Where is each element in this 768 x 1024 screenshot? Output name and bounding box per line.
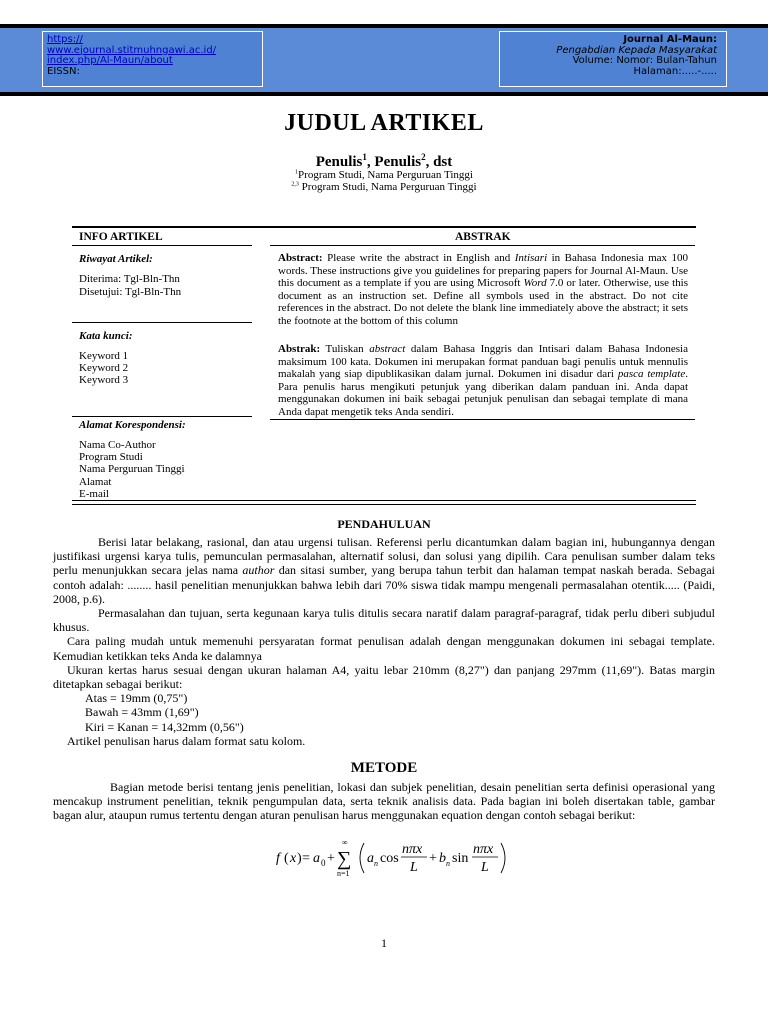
- author-2-sup: 2: [421, 152, 426, 162]
- abstract-en-text-a: Please write the abstract in English and: [322, 252, 515, 264]
- affiliation-1-text: Program Studi, Nama Perguruan Tinggi: [298, 169, 473, 181]
- formula-den-1: L: [410, 860, 418, 875]
- abstract-id-italic-1: abstract: [369, 343, 406, 355]
- affiliation-1: [0, 169, 768, 181]
- info-heading: INFO ARTIKEL: [79, 231, 163, 243]
- keywords-rule: [72, 416, 252, 417]
- formula-plus-2: +: [429, 851, 437, 866]
- journal-pages: Halaman:.....-.....: [633, 65, 717, 77]
- author-tail: , dst: [425, 154, 453, 170]
- formula-a0-sub: 0: [321, 858, 326, 868]
- formula-sin: sin: [452, 851, 469, 866]
- pendahuluan-paragraph-4: Ukuran kertas harus sesuai dengan ukuran halaman A4, yaitu lebar 210mm (8,27") dan panjang 297mm (11,69"). Batas margin ditetapkan sebagai berikut:: [53, 662, 715, 692]
- metode-paragraph-1: Bagian metode berisi tentang jenis penelitian, lokasi dan subjek penelitian, desain penelitian serta definisi operasional yang mencakup instrument penelitian, teknik pengumpulan data, serta teknik analisis data. Pada bagian ini boleh disertakan table, gambar bagan alur, ataupun rumus tertentu dengan aturan penulisan harus menggunakan equation dengan contoh sebagai berikut:: [53, 780, 715, 823]
- formula-upper-limit: ∞: [342, 838, 348, 847]
- abstract-id-text-c: . Para penulis harus mengikuti petunjuk yang diberikan dalam panduan ini. Anda dapat menggunakan dokumen ini baik sebagai petunjuk penulisan dan sebagai template di mana Anda dapat mengetik teks Anda sendiri.: [278, 368, 688, 418]
- abstract-id-text-b: dalam Bahasa Inggris dan Intisari dalam Bahasa Indonesia maksimum 100 kata. Dokumen ini merupakan format panduan bagi penulis untuk mennulis makalah yang siap dipublikasikan dalam jurnal. Dokumen ini disadur dari: [278, 343, 688, 381]
- keywords-label: Kata kunci:: [79, 330, 133, 342]
- abstract-bottom-rule: [270, 419, 695, 420]
- keyword-1: Keyword 1: [79, 350, 129, 362]
- abstract-id-label: Abstrak:: [278, 343, 321, 355]
- pendahuluan-paragraph-1: [53, 535, 715, 606]
- affiliation-2-sup: 2,3: [291, 181, 299, 188]
- address-university: Nama Perguruan Tinggi: [79, 463, 185, 475]
- author-1-sup: 1: [362, 152, 367, 162]
- affiliation-2: [0, 181, 768, 193]
- journal-volume: Volume: Nomor: Bulan-Tahun: [572, 55, 717, 66]
- info-heading-rule: [72, 245, 252, 246]
- formula-paren-open: (: [284, 851, 289, 866]
- abstract-en-label: Abstract:: [278, 252, 323, 264]
- abstract-id-italic-2: pasca template: [617, 368, 686, 381]
- formula-a0: a: [313, 851, 320, 866]
- received-date: Diterima: Tgl-Bln-Thn: [79, 273, 180, 285]
- eissn-label: EISSN:: [47, 65, 80, 77]
- address-street: Alamat: [79, 476, 112, 488]
- address-program: Program Studi: [79, 451, 143, 463]
- journal-url-line-3[interactable]: index.php/Al-Maun/about: [47, 55, 173, 66]
- affiliation-2-text: Program Studi, Nama Perguruan Tinggi: [298, 181, 477, 193]
- formula-x: x: [290, 851, 297, 866]
- pendahuluan-paragraph-3: Cara paling mudah untuk memenuhi persyaratan format penulisan adalah dengan menggunakan dokumen ini sebagai template. Kemudian ketikkan teks Anda ke dalamnya: [53, 634, 715, 663]
- article-title: JUDUL ARTIKEL: [284, 110, 484, 136]
- formula-bn: b: [439, 851, 446, 866]
- journal-name: Journal Al-Maun:: [623, 34, 717, 45]
- margin-bottom: Bawah = 43mm (1,69"): [85, 705, 199, 720]
- metode-body: [53, 780, 715, 823]
- formula-an-sub: n: [374, 859, 378, 868]
- formula-f: f: [276, 851, 280, 866]
- journal-subtitle: Pengabdian Kepada Masyarakat: [556, 44, 717, 56]
- fourier-formula: [276, 838, 516, 878]
- margin-top: Atas = 19mm (0,75"): [85, 691, 188, 706]
- pendahuluan-p1-text-b: dan sitasi sumber, yang berupa tahun terbit dan halaman tempat naskah berada. Sebagai contoh adalah: ........ hasil penelitian menunjukkan bahwa lebih dari 70% siswa tidak mampu mengenali permasalahan otentik..... (Paidi, 2008, p.6).: [53, 563, 715, 606]
- journal-info-box: [499, 31, 727, 87]
- formula-equals: =: [302, 851, 310, 866]
- approved-date: Disetujui: Tgl-Bln-Thn: [79, 286, 182, 298]
- address-email: E-mail: [79, 488, 109, 500]
- formula-cos: cos: [380, 851, 399, 866]
- formula-sigma: ∑: [337, 848, 352, 870]
- formula-lower-limit: n=1: [337, 869, 350, 878]
- abstract-id-text-a: Tuliskan: [320, 343, 370, 355]
- affiliation-1-sup: 1: [295, 169, 299, 176]
- formula-plus: +: [327, 851, 335, 866]
- history-rule: [72, 322, 252, 323]
- journal-url-line-1[interactable]: https://: [47, 34, 83, 45]
- journal-url-line-2[interactable]: www.ejournal.stitmuhngawi.ac.id/: [47, 44, 217, 56]
- abstract-indonesian: [278, 343, 688, 419]
- formula-den-2: L: [481, 860, 489, 875]
- formula-paren-close: ): [297, 851, 302, 866]
- history-label: Riwayat Artikel:: [79, 253, 153, 265]
- abstract-en-text-c: 7.0 or later. Otherwise, use this document as an instruction set. Define all symbols used in the abstract. Do not cite references in the abstract. Do not delete the blank line immediately above the abstract; it sets the footnote at the bottom of this column: [278, 277, 688, 327]
- abstract-en-italic-1: Intisari: [514, 252, 548, 264]
- keyword-2: Keyword 2: [79, 362, 129, 374]
- table-top-rule: [72, 226, 696, 228]
- journal-url-box: [42, 31, 263, 87]
- formula-bracket-left: [360, 843, 364, 873]
- abstract-english: [278, 252, 688, 328]
- pendahuluan-body: [53, 535, 715, 748]
- abstract-en-text-b: in Bahasa Indonesia max 100 words. These instructions give you guidelines for preparing papers for Journal Al-Maun. Use this document as a template if you are using Microsoft: [278, 252, 688, 290]
- author-separator: ,: [366, 154, 375, 170]
- formula-num-1: nπx: [402, 842, 423, 857]
- formula-bn-sub: n: [446, 859, 450, 868]
- table-bottom-rule: [72, 500, 696, 505]
- pendahuluan-paragraph-5: Artikel penulisan harus dalam format satu kolom.: [67, 733, 306, 748]
- pendahuluan-p1-text-a: Berisi latar belakang, rasional, dan atau urgensi tulisan. Referensi perlu dicantumkan dalam bagian ini, hubungannya dengan justifikasi urgensi karya tulis, pemunculan permasalahan, alternatif solusi, dan solusi yang dipilih. Cara penulisan sumber dalam teks perlu menunjukkan secara jelas nama: [53, 535, 715, 578]
- section-heading-pendahuluan: PENDAHULUAN: [337, 517, 431, 531]
- address-coauthor: Nama Co-Author: [79, 439, 156, 451]
- formula-bracket-right: [501, 843, 505, 873]
- pendahuluan-paragraph-2: Permasalahan dan tujuan, serta kegunaan karya tulis ditulis secara naratif dalam paragraf-paragraf, tidak perlu diberi subjudul khusus.: [53, 606, 715, 635]
- abstract-heading-rule: [270, 245, 695, 246]
- abstract-heading: ABSTRAK: [455, 231, 511, 243]
- formula-num-2: nπx: [473, 842, 494, 857]
- author-2: Penulis: [374, 154, 422, 170]
- pendahuluan-p1-italic: author: [242, 563, 275, 578]
- margin-left-right: Kiri = Kanan = 14,32mm (0,56"): [85, 719, 244, 734]
- formula-an: a: [367, 851, 374, 866]
- abstract-en-italic-2: Word: [523, 277, 547, 290]
- address-label: Alamat Korespondensi:: [79, 419, 186, 431]
- section-heading-metode: METODE: [350, 760, 418, 776]
- page-number: 1: [381, 936, 387, 950]
- keyword-3: Keyword 3: [79, 374, 129, 386]
- author-1: Penulis: [315, 154, 363, 170]
